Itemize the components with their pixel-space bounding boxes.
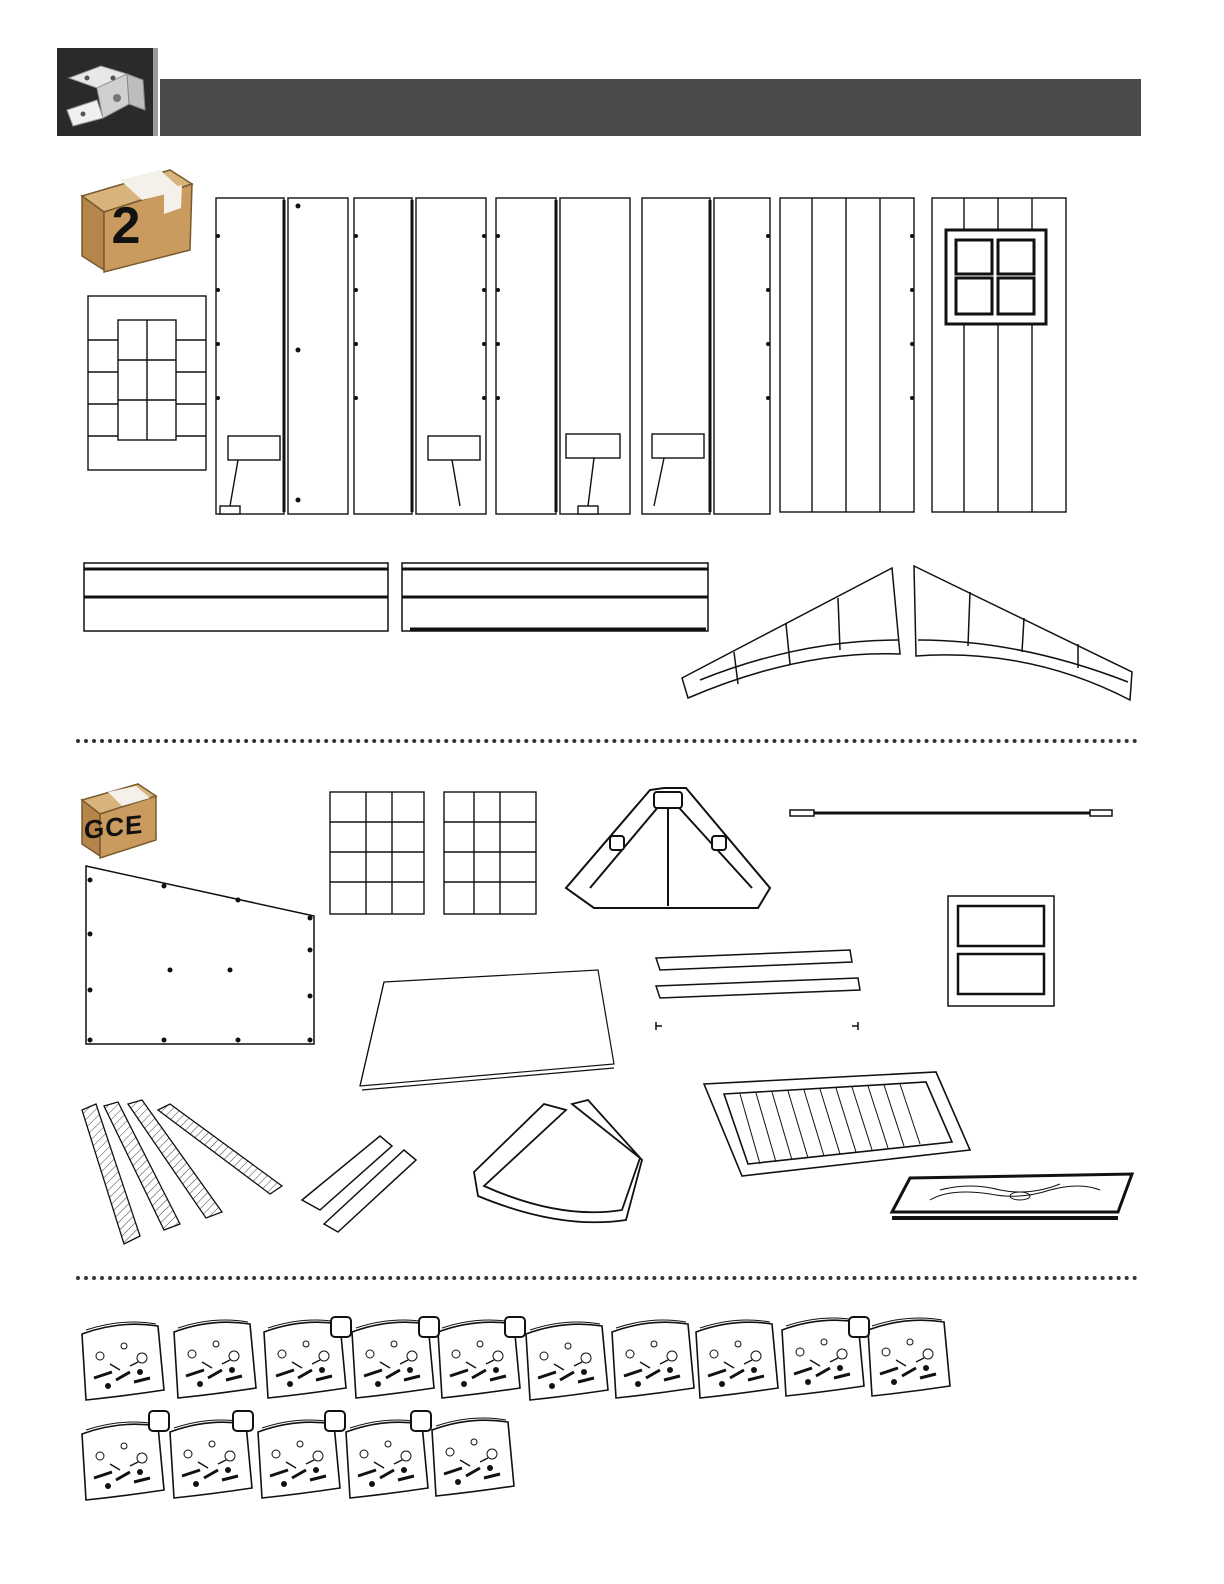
small-window-frame bbox=[948, 896, 1054, 1006]
bag-tag bbox=[848, 1316, 870, 1338]
tension-rod bbox=[790, 810, 1112, 816]
side-panel-sheet bbox=[86, 866, 314, 1044]
wood-board bbox=[892, 1174, 1132, 1218]
roof-gables bbox=[682, 566, 1132, 700]
section-divider bbox=[76, 739, 1138, 743]
bag-tag bbox=[410, 1410, 432, 1432]
bag-tag bbox=[330, 1316, 352, 1338]
bag-tag bbox=[232, 1410, 254, 1432]
hardware-bags-row-2 bbox=[82, 1418, 514, 1500]
floor-sheet bbox=[360, 970, 614, 1090]
angle-brackets bbox=[302, 1136, 416, 1232]
corner-trim-bracket bbox=[474, 1100, 642, 1222]
section-divider bbox=[76, 1276, 1138, 1280]
box-gce-label: GCE bbox=[84, 808, 144, 846]
bag-tag bbox=[418, 1316, 440, 1338]
bag-tag bbox=[324, 1410, 346, 1432]
small-side-panels bbox=[330, 792, 536, 914]
roof-peak-bracket bbox=[566, 788, 770, 908]
box-number-label: 2 bbox=[111, 197, 141, 255]
bag-tag bbox=[148, 1410, 170, 1432]
trim-strips bbox=[82, 1100, 282, 1244]
bag-tag bbox=[504, 1316, 526, 1338]
front-panel-folded bbox=[88, 296, 206, 470]
floor-beams bbox=[84, 563, 708, 631]
wall-panels bbox=[216, 198, 1066, 514]
support-rails bbox=[656, 950, 860, 1030]
vent-shutter bbox=[704, 1072, 970, 1176]
